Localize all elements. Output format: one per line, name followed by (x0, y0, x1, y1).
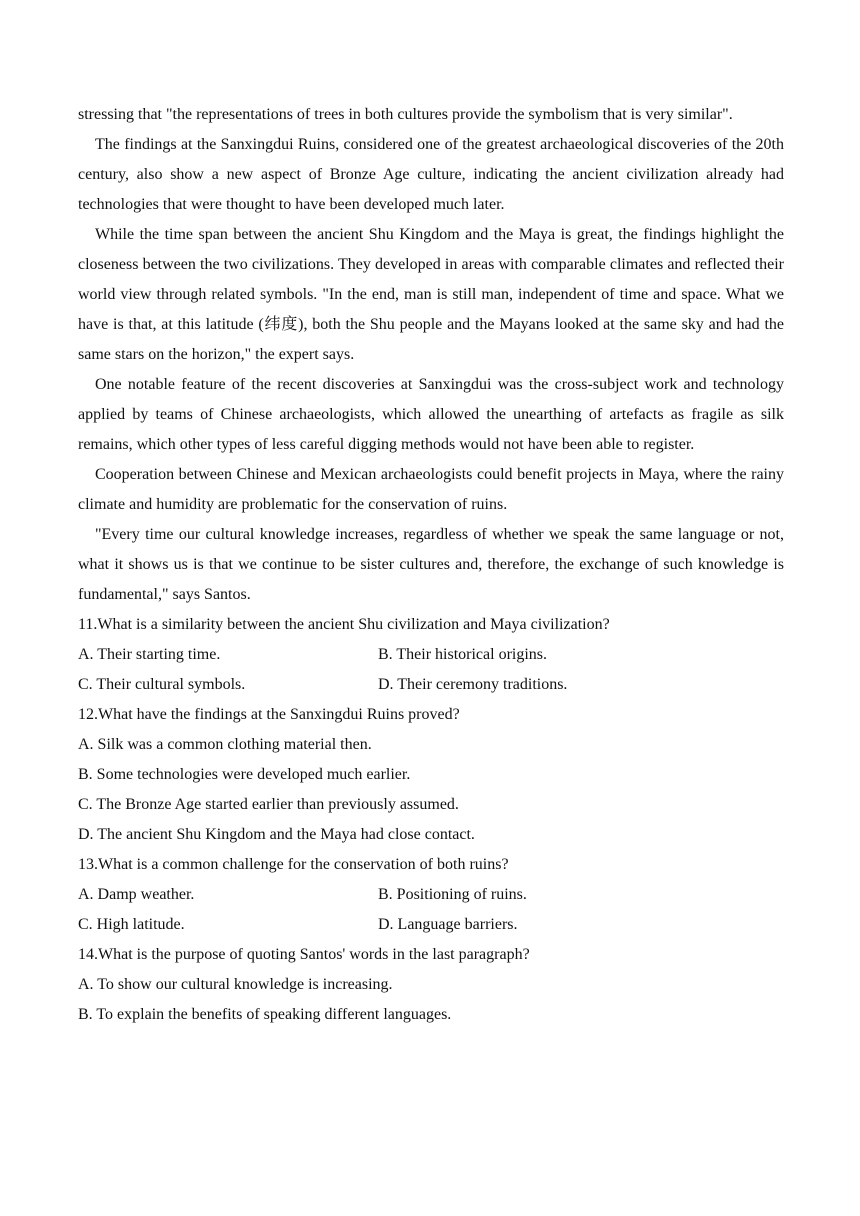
question-13-options-row-2 (78, 910, 784, 940)
question-13-option-b: B. Positioning of ruins. (378, 886, 527, 903)
question-13-options-row-1 (78, 880, 784, 910)
question-12-stem: 12.What have the findings at the Sanxingdui Ruins proved? (78, 706, 460, 723)
question-14-option-a: A. To show our cultural knowledge is increasing. (78, 976, 393, 993)
question-14 (78, 940, 784, 1030)
question-13 (78, 850, 784, 940)
question-13-option-d: D. Language barriers. (378, 916, 518, 933)
question-11-option-b: B. Their historical origins. (378, 646, 548, 663)
question-11 (78, 610, 784, 700)
question-11-option-c: C. Their cultural symbols. (78, 676, 246, 693)
question-13-option-a: A. Damp weather. (78, 886, 195, 903)
question-14-stem: 14.What is the purpose of quoting Santos' words in the last paragraph? (78, 946, 530, 963)
question-11-option-d: D. Their ceremony traditions. (378, 676, 568, 693)
passage-paragraph-3: While the time span between the ancient Shu Kingdom and the Maya is great, the findings highlight the closeness between the two civilizations. They developed in areas with comparable climates and reflected their world view through related symbols. "In the end, man is still man, independent of time and space. What we have is that, at this latitude (纬度), both the Shu people and the Mayans looked at the same sky and had the same stars on the horizon," the expert says. (78, 226, 784, 363)
passage-paragraph-2: The findings at the Sanxingdui Ruins, considered one of the greatest archaeological discoveries of the 20th century, also show a new aspect of Bronze Age culture, indicating the ancient civilization already had technologies that were thought to have been developed much later. (78, 136, 784, 213)
question-11-options-row-2 (78, 670, 784, 700)
passage-paragraph-6: "Every time our cultural knowledge increases, regardless of whether we speak the same language or not, what it shows us is that we continue to be sister cultures and, therefore, the exchange of such knowledge is fundamental," says Santos. (78, 526, 784, 603)
question-12-option-b: B. Some technologies were developed much earlier. (78, 766, 411, 783)
passage-paragraph-5: Cooperation between Chinese and Mexican archaeologists could benefit projects in Maya, where the rainy climate and humidity are problematic for the conservation of ruins. (78, 466, 784, 513)
question-11-option-a: A. Their starting time. (78, 646, 221, 663)
question-12-option-c: C. The Bronze Age started earlier than previously assumed. (78, 796, 459, 813)
passage-paragraph-1: stressing that "the representations of trees in both cultures provide the symbolism that is very similar". (78, 106, 733, 123)
document-page (78, 100, 784, 1030)
question-13-stem: 13.What is a common challenge for the conservation of both ruins? (78, 856, 509, 873)
question-12-option-d: D. The ancient Shu Kingdom and the Maya had close contact. (78, 826, 475, 843)
question-12-option-a: A. Silk was a common clothing material then. (78, 736, 372, 753)
passage-paragraph-4: One notable feature of the recent discoveries at Sanxingdui was the cross-subject work and technology applied by teams of Chinese archaeologists, which allowed the unearthing of artefacts as fragile as silk remains, which other types of less careful digging methods would not have been able to register. (78, 376, 784, 453)
question-13-option-c: C. High latitude. (78, 916, 185, 933)
question-14-option-b: B. To explain the benefits of speaking different languages. (78, 1006, 452, 1023)
question-11-stem: 11.What is a similarity between the ancient Shu civilization and Maya civilization? (78, 616, 610, 633)
question-11-options-row-1 (78, 640, 784, 670)
question-12 (78, 700, 784, 850)
